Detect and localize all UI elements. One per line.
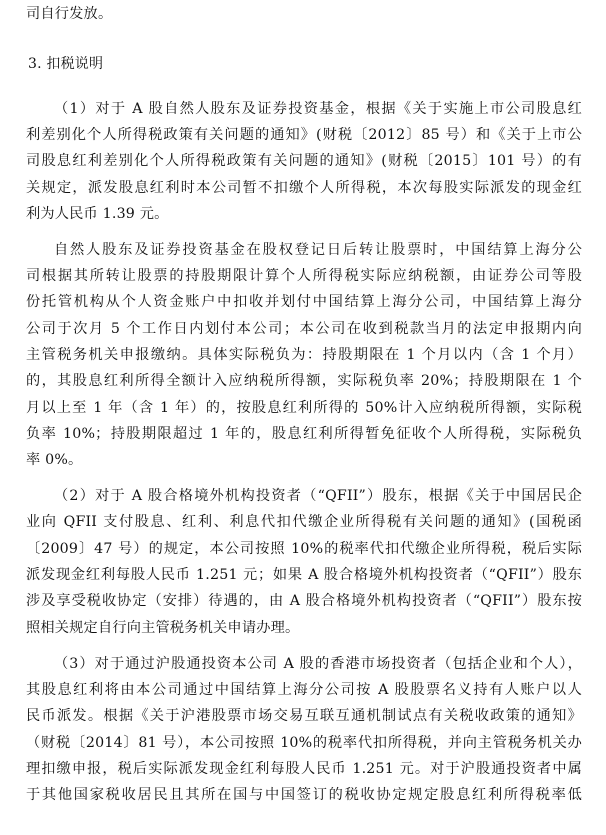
paragraph-line: 涉及享受税收协定（安排）待遇的，由 A 股合格境外机构投资者（“QFII”）股东按 (26, 593, 582, 609)
paragraph-line: 公司于次月 5 个工作日内划付本公司；本公司在收到税款当月的法定申报期内向 (26, 321, 582, 337)
paragraph-line: 民币派发。根据《关于沪港股票市场交易互联互通机制试点有关税收政策的通知》 (26, 708, 582, 724)
section-heading: 3. 扣税说明 (28, 56, 104, 72)
paragraph-line: 照相关规定自行向主管税务机关申请办理。 (26, 620, 300, 636)
paragraph-line: 月以上至 1 年（含 1 年）的，按股息红利所得的 50%计入应纳税所得额，实际税 (26, 400, 582, 416)
paragraph-line: 理扣缴申报，税后实际派发现金红利每股人民币 1.251 元。对于沪股通投资者中属 (26, 761, 582, 777)
paragraph-line: 派发现金红利每股人民币 1.251 元；如果 A 股合格境外机构投资者（“QFII”）股东 (26, 567, 582, 583)
paragraph-line: 份托管机构从个人资金账户中扣收并划付中国结算上海分公司，中国结算上海分 (26, 294, 582, 310)
paragraph-line: 司根据其所转让股票的持股期限计算个人所得税实际应纳税额，由证券公司等股 (26, 268, 582, 284)
paragraph-line: （2）对于 A 股合格境外机构投资者（“QFII”）股东，根据《关于中国居民企 (54, 488, 582, 504)
paragraph-line: （财税〔2014〕81 号），本公司按照 10%的税率代扣所得税，并向主管税务机关办 (26, 735, 582, 751)
paragraph-line: 于其他国家税收居民且其所在国与中国签订的税收协定规定股息红利所得税率低 (26, 787, 582, 803)
paragraph-line: 司股息红利差别化个人所得税政策有关问题的通知》(财税〔2015〕101 号）的有 (26, 153, 582, 169)
paragraph-line: 主管税务机关申报缴纳。具体实际税负为：持股期限在 1 个月以内（含 1 个月） (26, 347, 582, 363)
text-line: 司自行发放。 (26, 6, 113, 22)
paragraph-line: 自然人股东及证券投资基金在股权登记日后转让股票时，中国结算上海分公 (54, 242, 582, 258)
paragraph-line: （1）对于 A 股自然人股东及证券投资基金，根据《关于实施上市公司股息红 (54, 101, 582, 117)
paragraph-line: 利为人民币 1.39 元。 (26, 206, 169, 222)
paragraph-line: 其股息红利将由本公司通过中国结算上海分公司按 A 股股票名义持有人账户以人 (26, 682, 582, 698)
paragraph-line: 〔2009〕47 号）的规定，本公司按照 10%的税率代扣代缴企业所得税，税后实际 (26, 541, 582, 557)
paragraph-line: 负率 10%；持股期限超过 1 年的，股息红利所得暂免征收个人所得税，实际税负 (26, 426, 582, 442)
paragraph-line: 关规定，派发股息红利时本公司暂不扣缴个人所得税，本次每股实际派发的现金红 (26, 180, 582, 196)
paragraph-line: （3）对于通过沪股通投资本公司 A 股的香港市场投资者（包括企业和个人）， (54, 656, 582, 672)
paragraph-line: 率 0%。 (26, 452, 83, 468)
paragraph-line: 的，其股息红利所得全额计入应纳税所得额，实际税负率 20%；持股期限在 1 个 (26, 373, 582, 389)
paragraph-line: 业向 QFII 支付股息、红利、利息代扣代缴企业所得税有关问题的通知》(国税函 (26, 514, 582, 530)
paragraph-line: 利差别化个人所得税政策有关问题的通知》(财税〔2012〕85 号）和《关于上市公 (26, 127, 582, 143)
